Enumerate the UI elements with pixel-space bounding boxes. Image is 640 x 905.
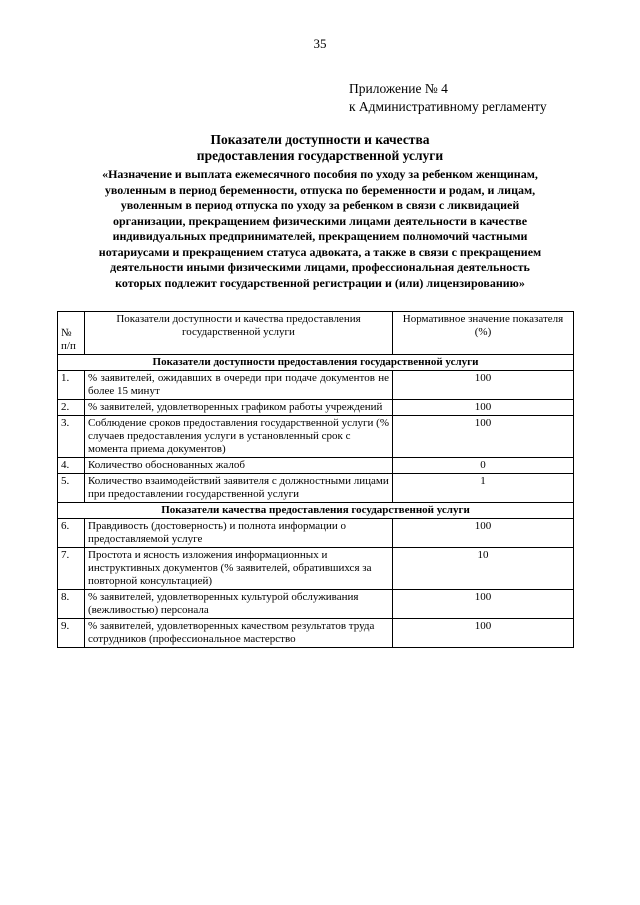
row-number: 4. bbox=[58, 458, 85, 474]
row-indicator: Правдивость (достоверность) и полнота информации о предоставляемой услуге bbox=[85, 519, 393, 548]
row-indicator: % заявителей, ожидавших в очереди при подаче документов не более 15 минут bbox=[85, 371, 393, 400]
header-indicator: Показатели доступности и качества предоставления государственной услуги bbox=[85, 312, 393, 355]
appendix-reference bbox=[349, 80, 547, 116]
section-row bbox=[58, 355, 574, 371]
header-number bbox=[58, 312, 85, 355]
row-number: 7. bbox=[58, 548, 85, 590]
appendix-line-1: Приложение № 4 bbox=[349, 81, 448, 96]
section-title-quality: Показатели качества предоставления государственной услуги bbox=[58, 503, 574, 519]
row-value: 100 bbox=[393, 519, 574, 548]
row-number: 1. bbox=[58, 371, 85, 400]
row-value: 0 bbox=[393, 458, 574, 474]
header-number-line-1: № bbox=[61, 327, 72, 339]
section-title-availability: Показатели доступности предоставления государственной услуги bbox=[58, 355, 574, 371]
row-value: 100 bbox=[393, 400, 574, 416]
header-number-line-2: п/п bbox=[61, 340, 76, 352]
service-name-line: «Назначение и выплата ежемесячного пособия по уходу за ребенком женщинам, bbox=[102, 167, 538, 181]
table-row bbox=[58, 458, 574, 474]
table-row bbox=[58, 416, 574, 458]
page-number: 35 bbox=[313, 36, 327, 51]
indicators-table bbox=[57, 311, 574, 648]
table-row bbox=[58, 371, 574, 400]
service-name-line: деятельности иными физическими лицами, профессиональная деятельность bbox=[110, 260, 530, 274]
row-number: 2. bbox=[58, 400, 85, 416]
service-name-line: нотариусами и прекращением статуса адвоката, а также в связи с прекращением bbox=[98, 244, 542, 259]
header-value: Нормативное значение показателя (%) bbox=[393, 312, 574, 355]
row-indicator: % заявителей, удовлетворенных графиком работы учреждений bbox=[85, 400, 393, 416]
row-value: 100 bbox=[393, 371, 574, 400]
row-value: 100 bbox=[393, 416, 574, 458]
table-header-row bbox=[58, 312, 574, 355]
row-number: 8. bbox=[58, 590, 85, 619]
row-value: 10 bbox=[393, 548, 574, 590]
title-line-2: предоставления государственной услуги bbox=[196, 148, 444, 163]
document-title bbox=[60, 132, 580, 164]
row-number: 5. bbox=[58, 474, 85, 503]
service-name bbox=[40, 167, 600, 291]
row-indicator: Соблюдение сроков предоставления государственной услуги (% случаев предоставления услуги в установленный срок с момента приема документов) bbox=[85, 416, 393, 458]
service-name-line: уволенным в период отпуска по уходу за ребенком в связи с ликвидацией bbox=[120, 198, 520, 212]
row-indicator: % заявителей, удовлетворенных качеством результатов труда сотрудников (профессиональное мастерство bbox=[85, 619, 393, 648]
table-row bbox=[58, 548, 574, 590]
appendix-line-2: к Административному регламенту bbox=[349, 99, 547, 114]
table-row bbox=[58, 590, 574, 619]
row-number: 3. bbox=[58, 416, 85, 458]
section-row bbox=[58, 503, 574, 519]
table-row bbox=[58, 474, 574, 503]
row-value: 100 bbox=[393, 619, 574, 648]
service-name-line: уволенным в период беременности, отпуска по беременности и родам, и лицам, bbox=[104, 182, 536, 197]
title-line-1: Показатели доступности и качества bbox=[210, 132, 430, 147]
service-name-line: индивидуальных предпринимателей, прекращением полномочий частными bbox=[112, 229, 528, 243]
row-value: 100 bbox=[393, 590, 574, 619]
table-row bbox=[58, 519, 574, 548]
row-number: 9. bbox=[58, 619, 85, 648]
service-name-line: организации, прекращением физическими лицами деятельности в качестве bbox=[112, 213, 528, 228]
table-row bbox=[58, 619, 574, 648]
row-indicator: % заявителей, удовлетворенных культурой обслуживания (вежливостью) персонала bbox=[85, 590, 393, 619]
row-value: 1 bbox=[393, 474, 574, 503]
service-name-line: которых подлежит государственной регистрации и (или) лицензированию» bbox=[115, 275, 525, 290]
row-indicator: Количество обоснованных жалоб bbox=[85, 458, 393, 474]
row-indicator: Количество взаимодействий заявителя с должностными лицами при предоставлении государственной услуги bbox=[85, 474, 393, 503]
table-row bbox=[58, 400, 574, 416]
row-indicator: Простота и ясность изложения информационных и инструктивных документов (% заявителей, обратившихся за повторной консультацией) bbox=[85, 548, 393, 590]
row-number: 6. bbox=[58, 519, 85, 548]
